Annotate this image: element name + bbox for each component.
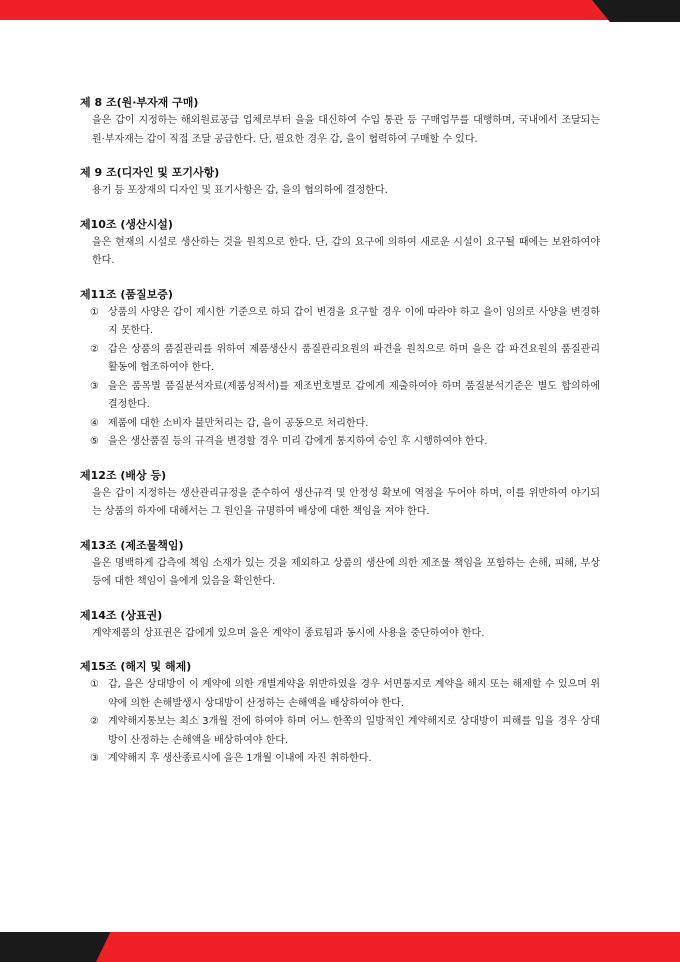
- article-15: [80, 658, 600, 769]
- clause-item: [90, 415, 600, 434]
- article-paragraph: 계약제품의 상표권은 갑에게 있으며 을은 계약이 종료됨과 동시에 사용을 중단하여야 한다.: [92, 627, 485, 639]
- clause-number: ③: [90, 380, 99, 392]
- clause-text: 을은 생산품질 등의 규격을 변경할 경우 미리 갑에게 통지하여 승인 후 시행하여야 한다.: [108, 436, 488, 447]
- clause-text: 상품의 사양은 갑이 제시한 기준으로 하되 갑이 변경을 요구할 경우 이에 따라야 하고 을이 임의로 사양을 변경하지 못한다.: [108, 306, 600, 336]
- clause-item: [90, 750, 600, 769]
- clause-number: ①: [90, 306, 99, 318]
- article-title: 제11조 (품질보증): [80, 287, 173, 301]
- clause-number: ⑤: [90, 436, 99, 447]
- article-paragraph: 을은 갑이 지정하는 해외원료공급 업체로부터 을을 대신하여 수입 통관 등 구매업무를 대행하며, 국내에서 조달되는 원·부자재는 갑이 직접 조달 공급한다. 단, 필요한 경우 갑, 을이 협력하여 구매할 수 있다.: [92, 115, 600, 145]
- article-paragraph: 용기 등 포장재의 디자인 및 표기사항은 갑, 을의 협의하에 결정한다.: [92, 185, 388, 196]
- clause-text: 갑, 을은 상대방이 이 계약에 의한 개별계약을 위반하였을 경우 서면통지로 계약을 해지 또는 해제할 수 있으며 위약에 의한 손해발생시 상대방이 산정하는 손해액을 배상하여야 한다.: [108, 679, 600, 709]
- clause-item: [90, 304, 600, 341]
- article-paragraph: 을은 현재의 시설로 생산하는 것을 원칙으로 한다. 단, 갑의 요구에 의하여 새로운 시설이 요구될 때에는 보완하여야 한다.: [92, 236, 600, 266]
- article-13: [80, 537, 600, 592]
- clause-text: 계약해지 후 생산종료시에 을은 1개월 이내에 자진 취하한다.: [108, 753, 372, 764]
- article-8: [80, 94, 600, 149]
- article-11: [80, 286, 600, 452]
- article-title: 제14조 (상표권): [80, 608, 163, 622]
- article-title: 제15조 (해지 및 해제): [80, 660, 192, 673]
- article-14: [80, 607, 600, 644]
- clause-item: [90, 341, 600, 378]
- header-red-band: [0, 0, 680, 20]
- article-12: [80, 467, 600, 522]
- article-title: 제 8 조(원·부자재 구매): [80, 96, 199, 109]
- clause-number: ③: [90, 753, 99, 764]
- clause-list: [80, 304, 600, 452]
- clause-text: 을은 품목별 품질분석자료(제품성적서)를 제조번호별로 갑에게 제출하여야 하며 품질분석기준은 별도 합의하에 결정한다.: [108, 380, 600, 410]
- clause-number: ②: [90, 716, 99, 727]
- article-10: [80, 216, 600, 271]
- article-9: [80, 164, 600, 201]
- clause-item: [90, 433, 600, 452]
- clause-list: [80, 676, 600, 769]
- article-paragraph: 을은 갑이 지정하는 생산관리규정을 준수하여 생산규격 및 안정성 확보에 역점을 두어야 하며, 이를 위반하여 야기되는 상품의 하자에 대해서는 그 원인을 규명하여 배상에 대한 책임을 져야 한다.: [92, 487, 600, 517]
- clause-text: 제품에 대한 소비자 불만처리는 갑, 을이 공동으로 처리한다.: [108, 417, 369, 429]
- clause-text: 계약해지통보는 최소 3개월 전에 하여야 하며 어느 한쪽의 일방적인 계약해지로 상대방이 피해를 입을 경우 상대방이 산정하는 손해액을 배상하여야 한다.: [108, 716, 600, 746]
- clause-item: [90, 378, 600, 415]
- clause-item: [90, 676, 600, 713]
- article-title: 제 9 조(디자인 및 포기사항): [80, 166, 220, 179]
- article-title: 제13조 (제조물책임): [80, 538, 184, 552]
- document-body: [80, 94, 600, 769]
- clause-item: [90, 713, 600, 750]
- article-title: 제10조 (생산시설): [80, 217, 173, 231]
- clause-text: 갑은 상품의 품질관리를 위하여 제품생산시 품질관리요원의 파견을 원칙으로 하며 을은 갑 파견요원의 품질관리활동에 협조하여야 한다.: [108, 343, 600, 373]
- article-title: 제12조 (배상 등): [80, 468, 167, 482]
- clause-number: ④: [90, 417, 99, 429]
- article-paragraph: 을은 명백하게 갑측에 책임 소재가 있는 것을 제외하고 상품의 생산에 의한 제조물 책임을 포함하는 손해, 피해, 부상 등에 대한 책임이 을에게 있음을 확인한다.: [92, 557, 600, 587]
- clause-number: ①: [90, 679, 99, 690]
- clause-number: ②: [90, 343, 99, 355]
